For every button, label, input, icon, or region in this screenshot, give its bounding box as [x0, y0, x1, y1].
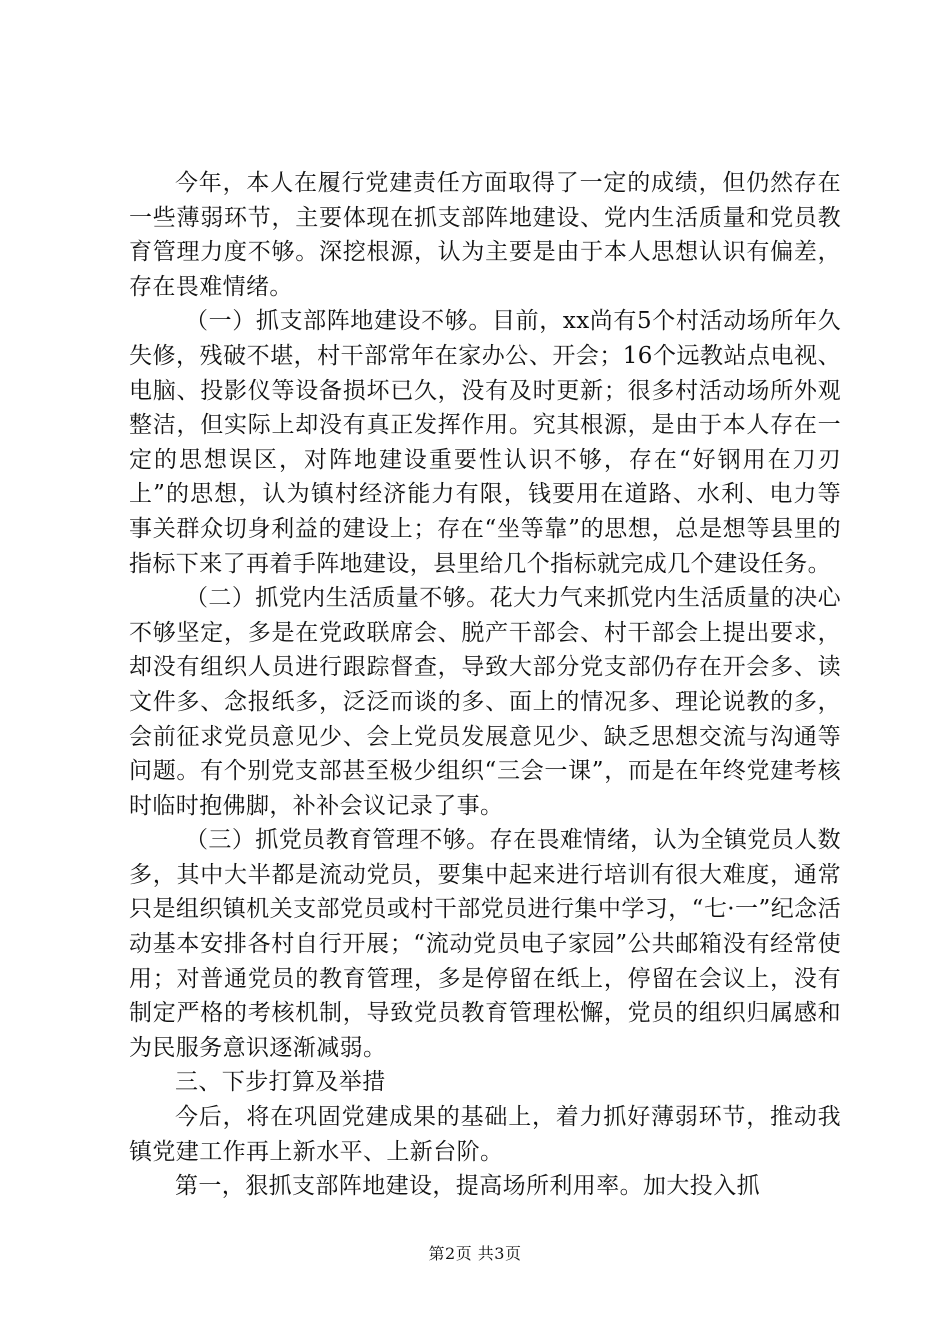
paragraph-item-3: （三）抓党员教育管理不够。存在畏难情绪，认为全镇党员人数多，其中大半都是流动党员，要集中起来进行培训有很大难度，通常只是组织镇机关支部党员或村干部党员进行集中学习，“七·一”纪念活动基本安排各村自行开展；“流动党员电子家园”公共邮箱没有经常使用；对普通党员的教育管理，多是停留在纸上，停留在会议上，没有制定严格的考核机制，导致党员教育管理松懈，党员的组织归属感和为民服务意识逐渐减弱。	[129, 827, 841, 1061]
section-heading: 三、下步打算及举措	[175, 1069, 386, 1096]
paragraph-intro: 今年，本人在履行党建责任方面取得了一定的成绩，但仍然存在一些薄弱环节，主要体现在抓支部阵地建设、党内生活质量和党员教育管理力度不够。深挖根源，认为主要是由于本人思想认识有偏差，存在畏难情绪。	[129, 170, 841, 300]
paragraph-first-measure: 第一，狠抓支部阵地建设，提高场所利用率。加大投入抓	[175, 1173, 760, 1200]
paragraph-item-1: （一）抓支部阵地建设不够。目前，xx尚有5个村活动场所年久失修，残破不堪，村干部常年在家办公、开会；16个远教站点电视、电脑、投影仪等设备损坏已久，没有及时更新；很多村活动场所外观整洁，但实际上却没有真正发挥作用。究其根源，是由于本人存在一定的思想误区，对阵地建设重要性认识不够，存在“好钢用在刀刃上”的思想，认为镇村经济能力有限，钱要用在道路、水利、电力等事关群众切身利益的建设上；存在“坐等靠”的思想，总是想等县里的指标下来了再着手阵地建设，县里给几个指标就完成几个建设任务。	[129, 308, 841, 577]
paragraph-plan: 今后，将在巩固党建成果的基础上，着力抓好薄弱环节，推动我镇党建工作再上新水平、上新台阶。	[129, 1104, 841, 1165]
paragraph-item-2: （二）抓党内生活质量不够。花大力气来抓党内生活质量的决心不够坚定，多是在党政联席会、脱产干部会、村干部会上提出要求，却没有组织人员进行跟踪督查，导致大部分党支部仍存在开会多、读文件多、念报纸多，泛泛而谈的多、面上的情况多、理论说教的多，会前征求党员意见少、会上党员发展意见少、缺乏思想交流与沟通等问题。有个别党支部甚至极少组织“三会一课”，而是在年终党建考核时临时抱佛脚，补补会议记录了事。	[129, 585, 841, 819]
page-footer: 第2页 共3页	[428, 1244, 522, 1263]
document-body	[129, 166, 841, 1204]
